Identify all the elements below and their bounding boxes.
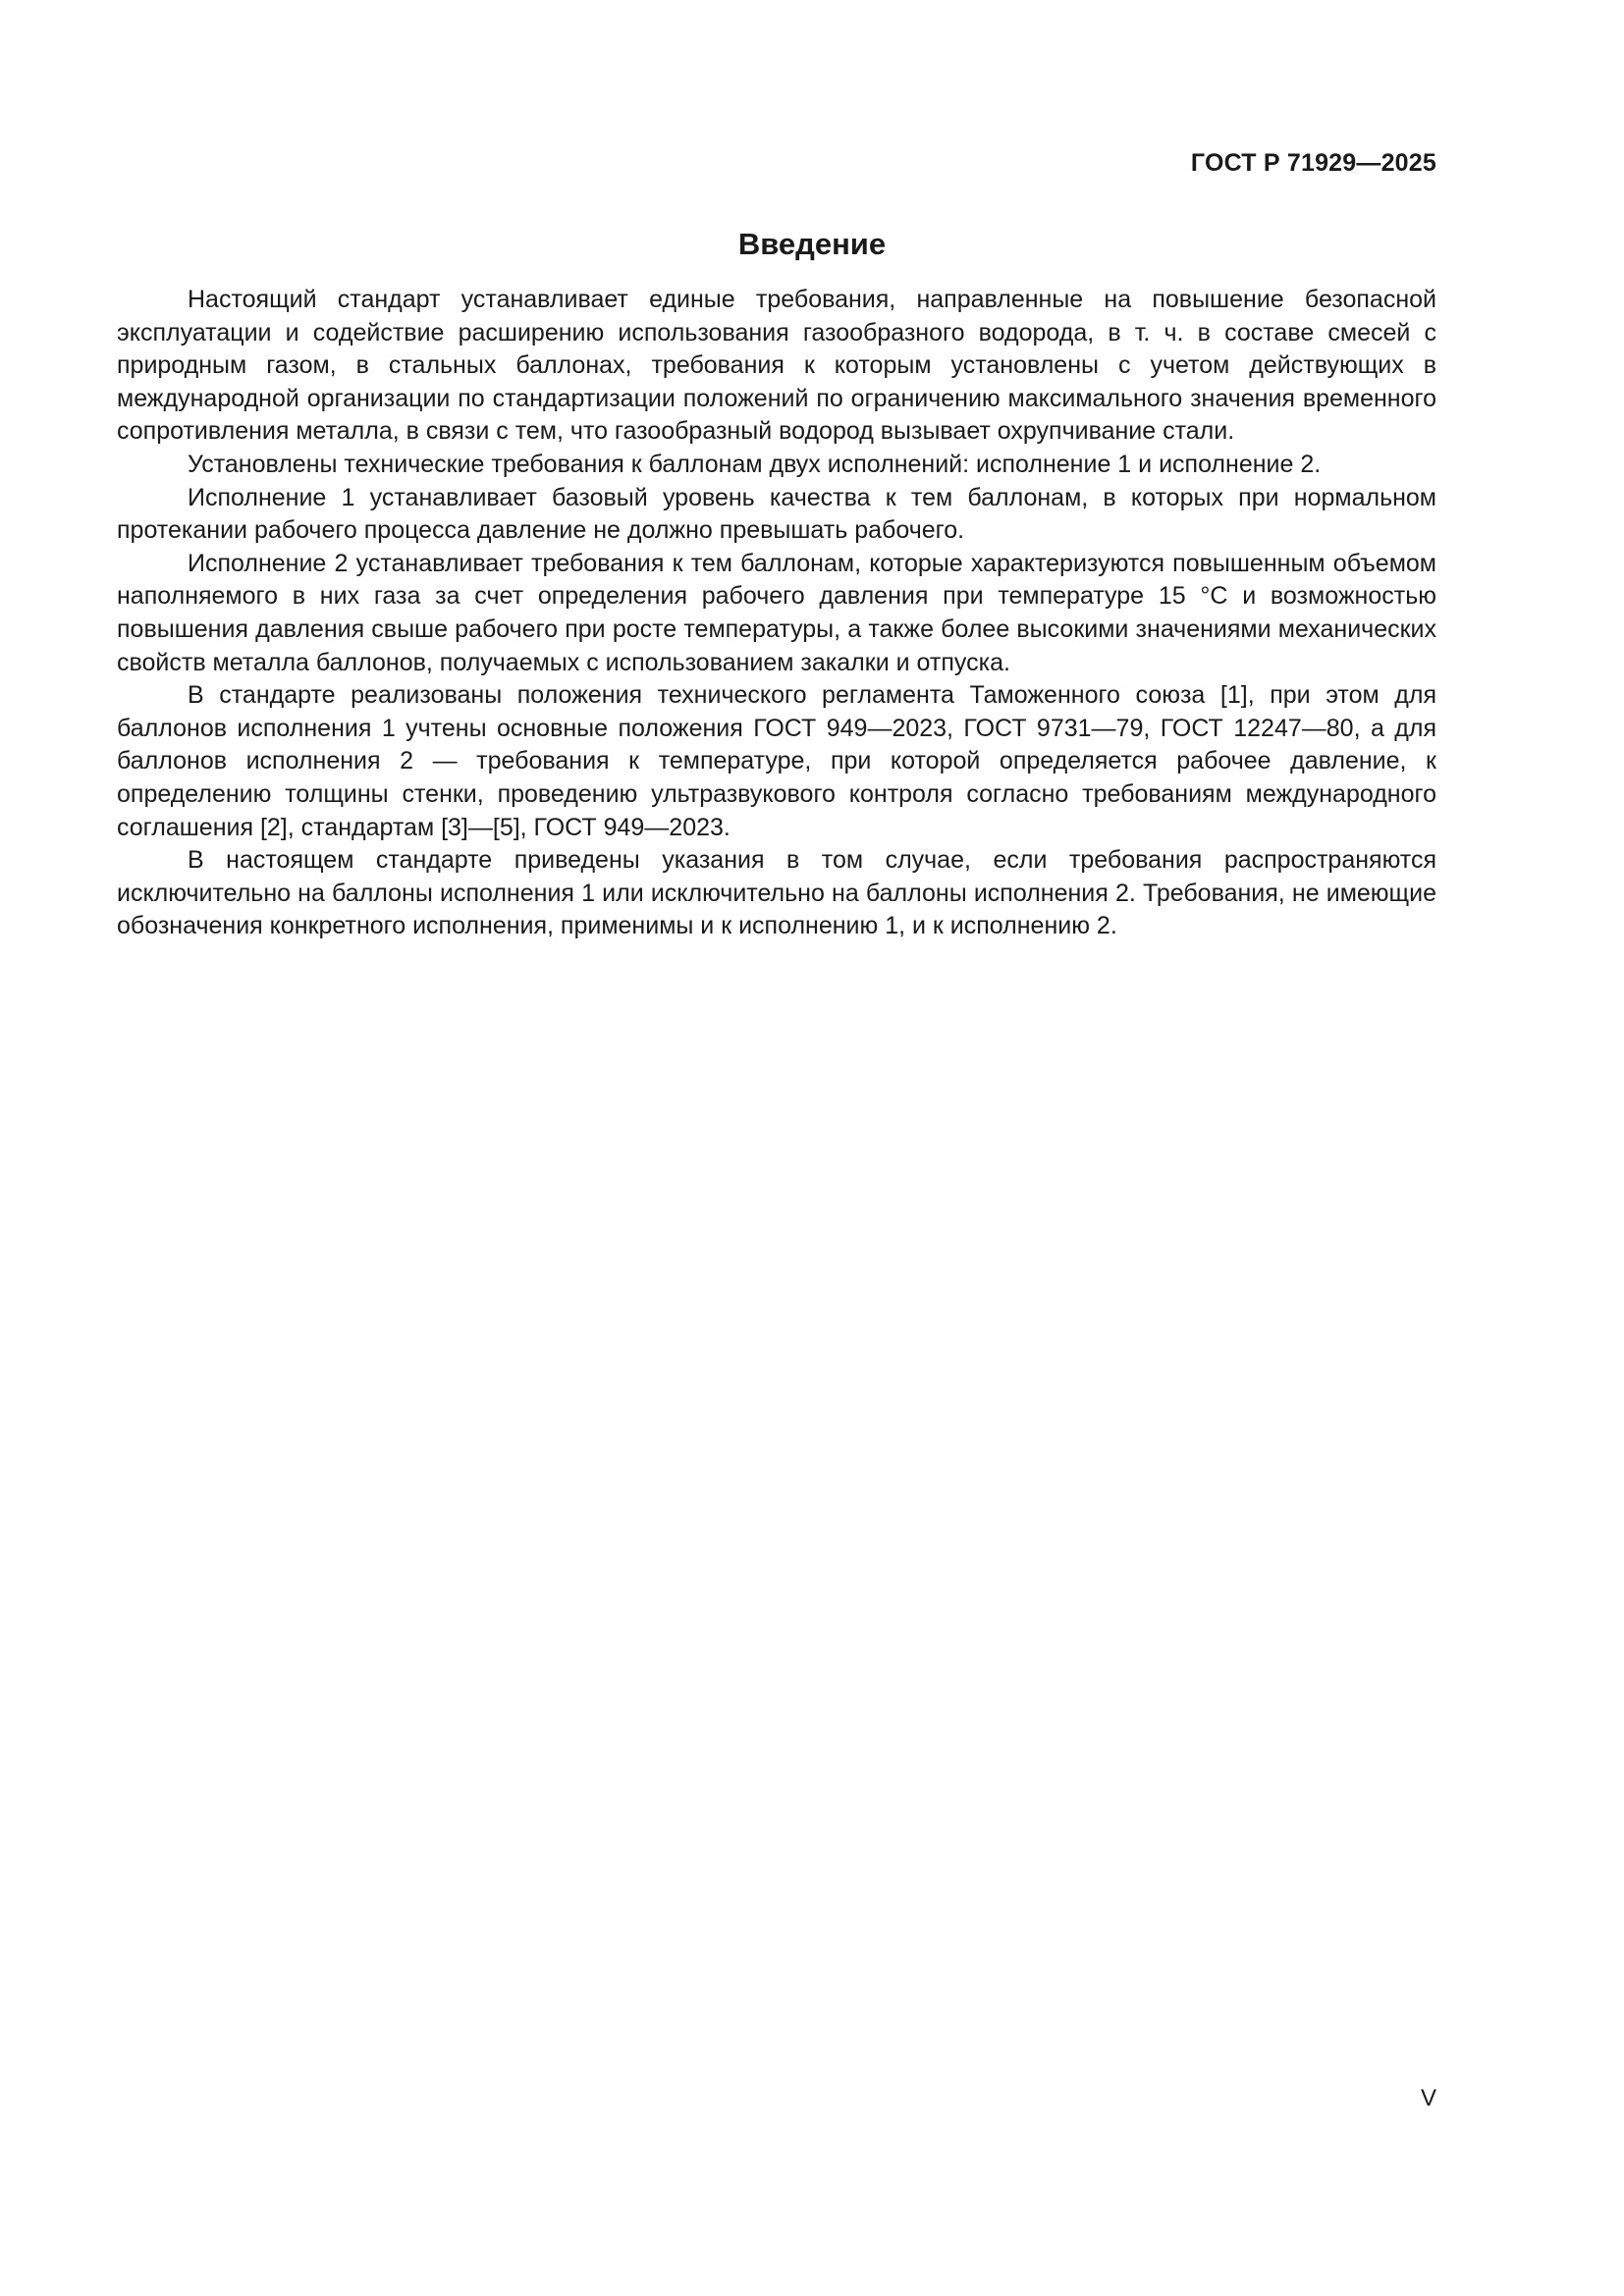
body-text xyxy=(117,284,1436,943)
document-id: ГОСТ Р 71929—2025 xyxy=(1190,149,1436,177)
paragraph: Настоящий стандарт устанавливает единые требования, направленные на повышение безопасной эксплуатации и содействие расширению использования газообразного водорода, в т. ч. в составе смесей с природным газом, в стальных баллонах, требования к которым установлены с учетом действующих в международной организации по стандартизации положений по ограничению максимального значения временного сопротивления металла, в связи с тем, что газообразный водород вызывает охрупчивание стали. xyxy=(117,286,1436,446)
paragraph: Установлены технические требования к баллонам двух исполнений: исполнение 1 и исполнение 2. xyxy=(188,450,1322,478)
section-title: Введение xyxy=(737,227,887,261)
paragraph: Исполнение 1 устанавливает базовый уровень качества к тем баллонам, в которых при нормальном протекании рабочего процесса давление не должно превышать рабочего. xyxy=(117,483,1436,545)
paragraph: В настоящем стандарте приведены указания в том случае, если требования распространяются исключительно на баллоны исполнения 1 или исключительно на баллоны исполнения 2. Требования, не имеющие обозначения конкретного исполнения, применимы и к исполнению 1, и к исполнению 2. xyxy=(117,846,1436,940)
paragraph: Исполнение 2 устанавливает требования к тем баллонам, которые характеризуются повышенным объемом наполняемого в них газа за счет определения рабочего давления при температуре 15 °C и возможностью повышения давления свыше рабочего при росте температуры, а также более высокими значениями механических свойств металла баллонов, получаемых с использованием закалки и отпуска. xyxy=(117,549,1436,676)
page-number: V xyxy=(1420,2085,1436,2111)
paragraph: В стандарте реализованы положения технического регламента Таможенного союза [1], при этом для баллонов исполнения 1 учтены основные положения ГОСТ 949—2023, ГОСТ 9731—79, ГОСТ 12247—80, а для баллонов исполнения 2 — требования к температуре, при которой определяется рабочее давление, к определению толщины стенки, проведению ультразвукового контроля согласно требованиям международного соглашения [2], стандартам [3]—[5], ГОСТ 949—2023. xyxy=(117,681,1436,841)
